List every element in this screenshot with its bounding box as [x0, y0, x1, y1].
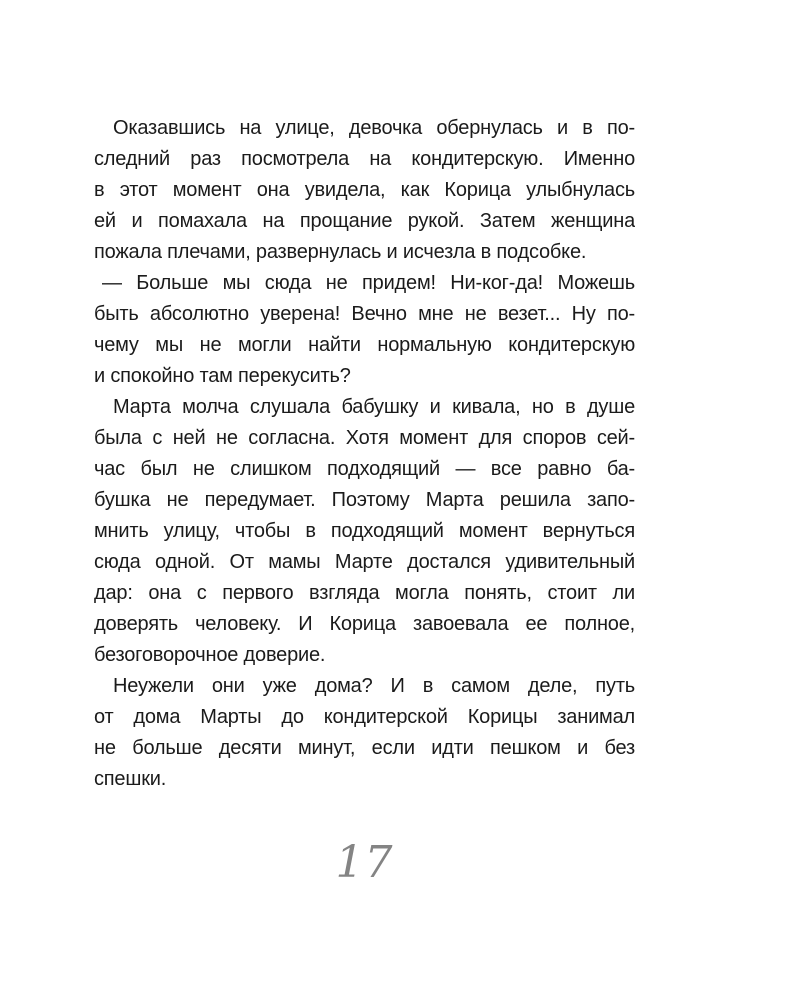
text-line: была с ней не согласна. Хотя момент для споров сей- — [94, 427, 635, 449]
text-line: пожала плечами, развернулась и исчезла в подсобке. — [94, 241, 587, 263]
text-line: и спокойно там перекусить? — [94, 365, 351, 387]
text-line: Марта молча слушала бабушку и кивала, но в душе — [113, 396, 635, 418]
text-line: в этот момент она увидела, как Корица улыбнулась — [94, 179, 635, 201]
text-line: мнить улицу, чтобы в подходящий момент вернуться — [94, 520, 635, 542]
page-number: 17 — [335, 837, 394, 888]
text-line: Оказавшись на улице, девочка обернулась и в по- — [113, 117, 635, 139]
text-line: сюда одной. От мамы Марте достался удивительный — [94, 551, 635, 573]
text-line: доверять человеку. И Корица завоевала ее полное, — [94, 613, 635, 635]
text-line: бушка не передумает. Поэтому Марта решила запо- — [94, 489, 635, 511]
text-line: — Больше мы сюда не придем! Ни-ког-да! Можешь — [102, 272, 635, 294]
text-line: час был не слишком подходящий — все равно ба- — [94, 458, 635, 480]
text-line: дар: она с первого взгляда могла понять, стоит ли — [94, 582, 635, 604]
text-line: быть абсолютно уверена! Вечно мне не везет... Ну по- — [94, 303, 635, 325]
text-line: Неужели они уже дома? И в самом деле, путь — [113, 675, 635, 697]
text-line: от дома Марты до кондитерской Корицы занимал — [94, 706, 635, 728]
text-line: безоговорочное доверие. — [94, 644, 326, 666]
text-line: не больше десяти минут, если идти пешком и без — [94, 737, 635, 759]
text-line: спешки. — [94, 768, 167, 790]
text-line: следний раз посмотрела на кондитерскую. Именно — [94, 148, 635, 170]
text-line: ей и помахала на прощание рукой. Затем женщина — [94, 210, 635, 232]
text-block — [94, 113, 635, 795]
text-line: чему мы не могли найти нормальную кондитерскую — [94, 334, 635, 356]
